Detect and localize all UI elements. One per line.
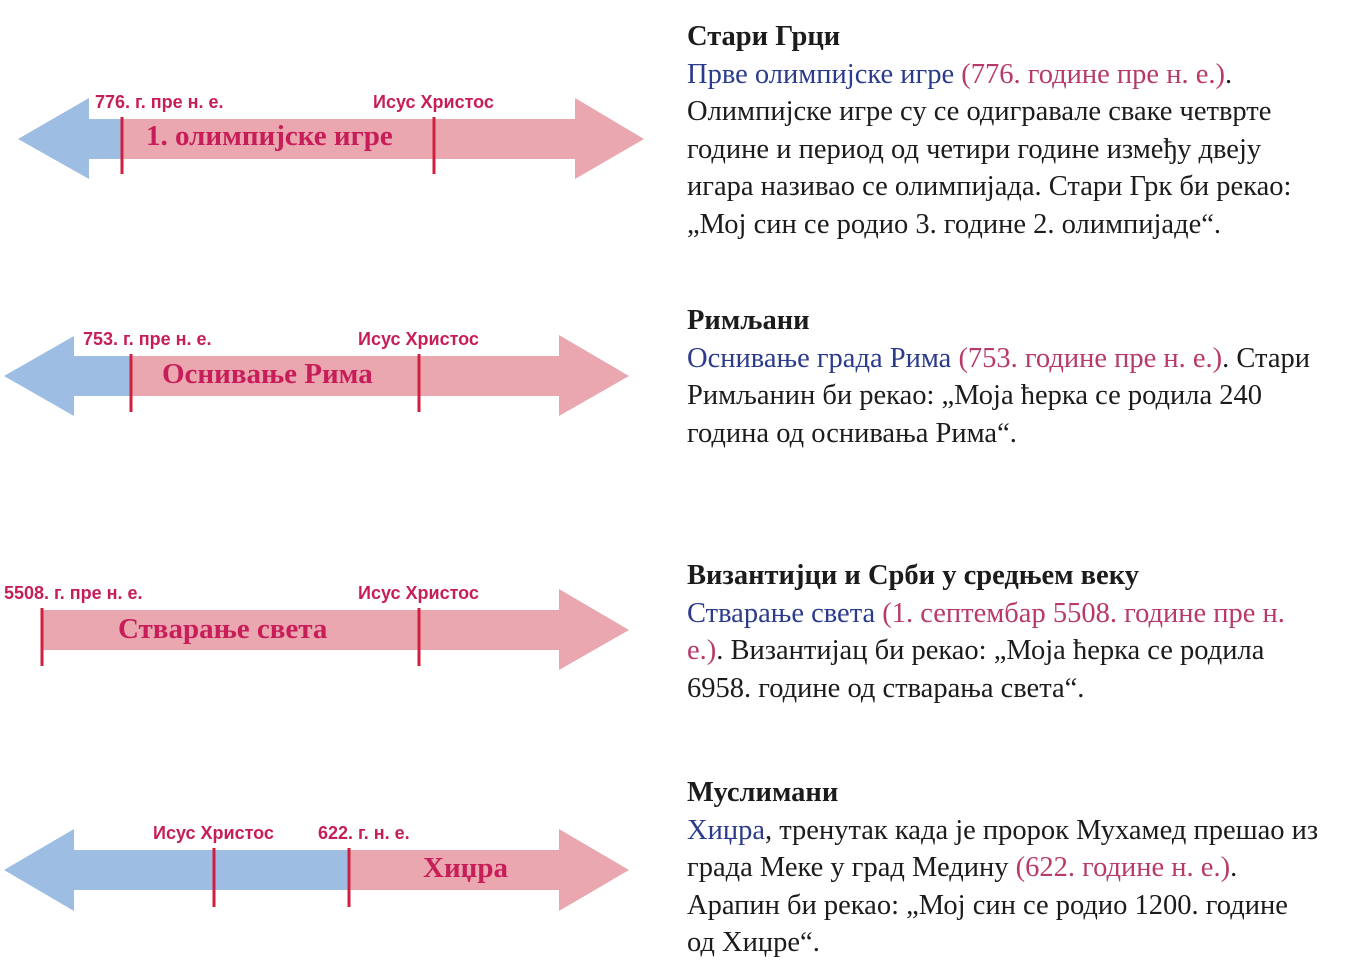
marker-label-left: Исус Христос — [153, 823, 274, 843]
text-block-muslims — [687, 774, 1322, 962]
section-title: Византијци и Срби у средњем веку — [687, 560, 1139, 591]
after-date: . Стари Римљанин би рекао: „Моја ћерка се родила 240 година од оснивања Рима“. — [687, 342, 1311, 449]
after-date: . Византијац би рекао: „Моја ћерка се родила 6958. године од стварања света“. — [687, 635, 1265, 704]
text-block-greeks — [687, 18, 1322, 243]
section-title: Стари Грци — [687, 21, 841, 52]
body-text: Олимпијске игре су се одигравале сваке четврте године и период од четири године између двеју игара називао се олимпијада. Стари Грк би рекао: „Мој син се родио 3. године 2. олимпијаде“. — [687, 96, 1292, 240]
marker-label-right: Исус Христос — [358, 583, 479, 603]
event-name: Хиџра — [687, 814, 765, 846]
text-block-byzantines — [687, 557, 1322, 707]
middle-text: , тренутак када је пророк Мухамед прешао из града Меке у град Медину — [687, 814, 1319, 883]
after-date: . Арапин би рекао: „Мој син се родио 1200. године од Хиџре“. — [687, 852, 1288, 958]
timeline-label: 1. олимпијске игре — [146, 120, 393, 152]
event-date: (776. године пре н. е.) — [961, 58, 1225, 90]
marker-label-left: 5508. г. пре н. е. — [4, 583, 143, 603]
marker-label-right: Исус Христос — [373, 92, 494, 112]
section-title: Римљани — [687, 305, 810, 336]
marker-label-right: Исус Христос — [358, 329, 479, 349]
section-title: Муслимани — [687, 777, 839, 808]
event-date: (753. године пре н. е.) — [958, 342, 1223, 374]
text-block-romans — [687, 302, 1322, 452]
marker-label-left: 753. г. пре н. е. — [83, 329, 212, 349]
timeline-svg-muslims — [0, 0, 660, 960]
marker-label-left: 776. г. пре н. е. — [95, 92, 224, 112]
event-date: (1. септембар 5508. године пре н. е.) — [687, 597, 1285, 666]
event-date: (622. године н. е.) — [1015, 852, 1231, 883]
event-name: Стварање света — [687, 597, 876, 629]
timeline-label: Оснивање Рима — [162, 358, 373, 390]
after-date: . — [1224, 58, 1233, 90]
event-name: Оснивање града Рима — [687, 342, 952, 374]
event-name: Прве олимпијске игре — [687, 58, 955, 90]
timeline-label: Хиџра — [423, 852, 508, 884]
timeline-label: Стварање света — [118, 613, 328, 645]
marker-label-right: 622. г. н. е. — [318, 823, 410, 843]
